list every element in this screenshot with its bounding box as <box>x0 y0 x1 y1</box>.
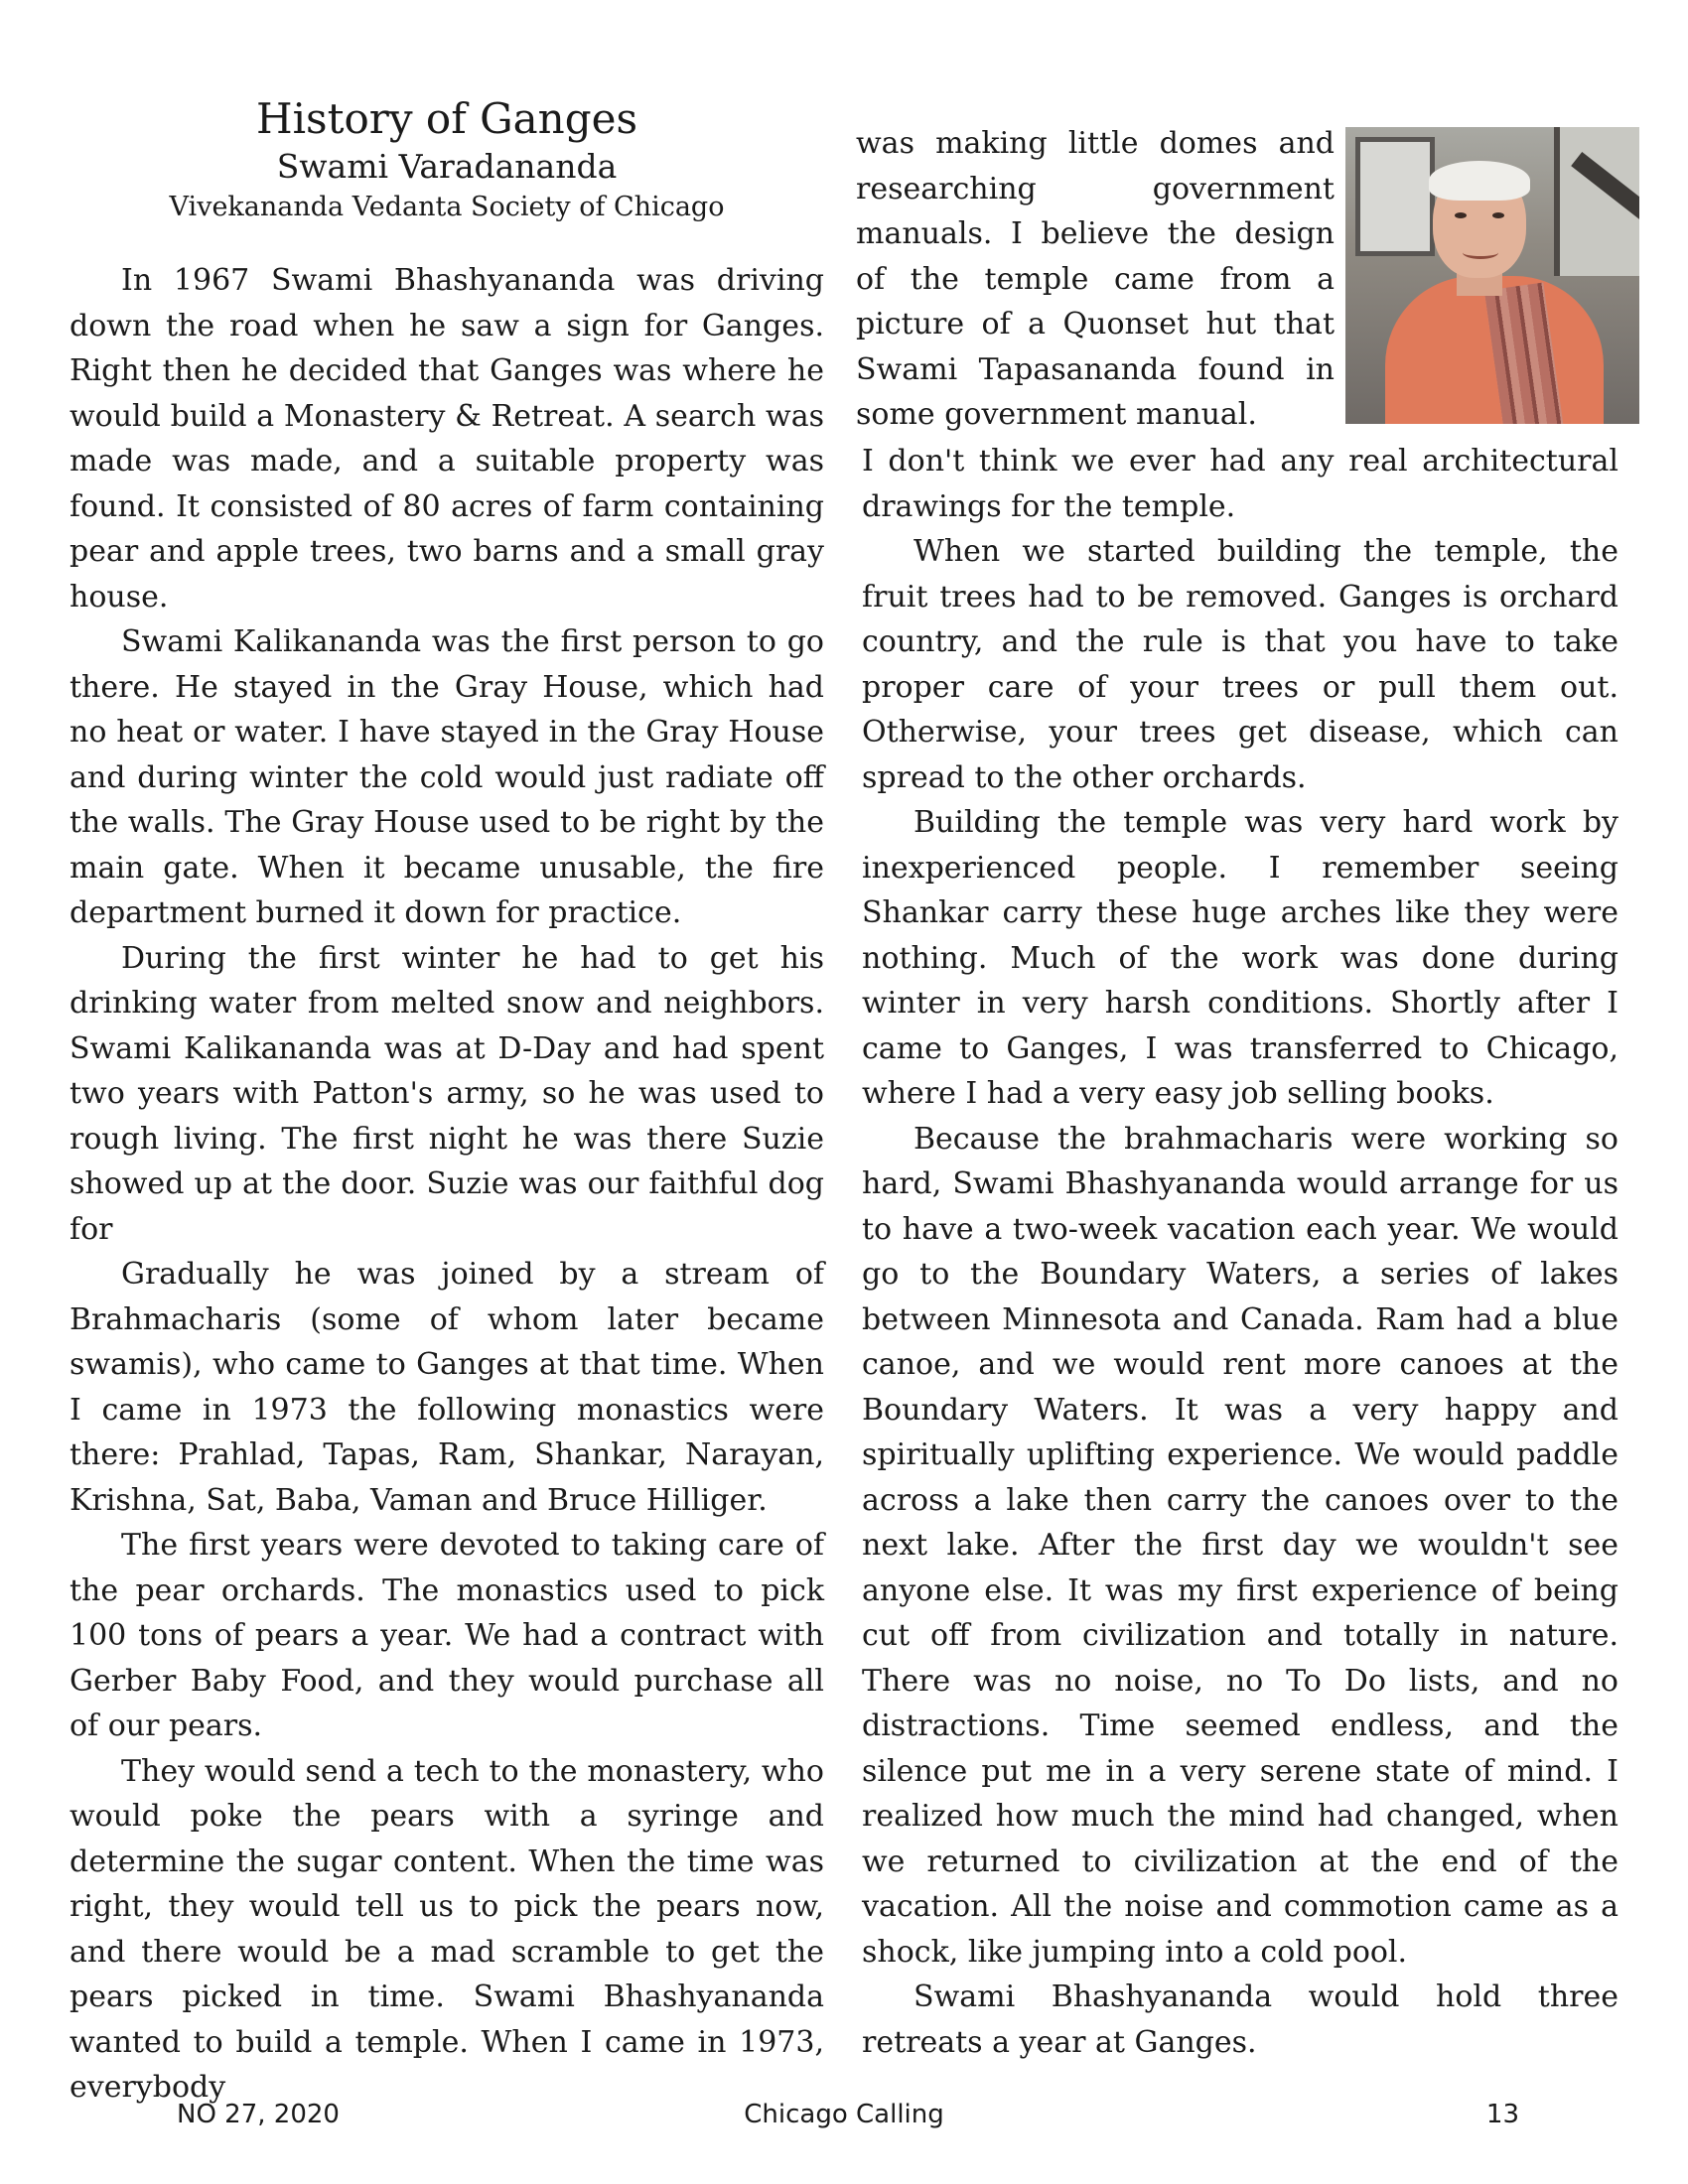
left-column <box>70 258 824 2111</box>
paragraph: Gradually he was joined by a stream of Brahmacharis (some of whom later became swamis), who came to Ganges at that time. When I came in 1973 the following monastics were there: Prahlad, Tapas, Ram, Shankar, Narayan, Krishna, Sat, Baba, Vaman and Bruce Hilliger. <box>70 1257 824 1518</box>
paragraph: I don't think we ever had any real architectural drawings for the temple. <box>862 444 1618 524</box>
article-author: Swami Varadananda <box>276 147 618 186</box>
right-column-top <box>856 121 1335 438</box>
paragraph: Building the temple was very hard work by inexperienced people. I remember seeing Shankar carry these huge arches like they were nothing. Much of the work was done during winter in very harsh conditions. Shortly after I came to Ganges, I was transferred to Chicago, where I had a very easy job selling books. <box>862 805 1618 1111</box>
article-title: History of Ganges <box>255 94 638 143</box>
paragraph: The first years were devoted to taking care of the pear orchards. The monastics used to pick 100 tons of pears a year. We had a contract with Gerber Baby Food, and they would purchase all of our pears. <box>70 1528 824 1743</box>
paragraph: Swami Bhashyananda would hold three retreats a year at Ganges. <box>862 1979 1618 2060</box>
footer-publication: Chicago Calling <box>744 2100 944 2129</box>
article-header <box>70 94 824 225</box>
right-column <box>862 439 1618 2065</box>
paragraph: They would send a tech to the monastery, who would poke the pears with a syringe and determine the sugar content. When the time was right, they would tell us to pick the pears now, and there would be a mad scramble to get the pears picked in time. Swami Bhashyananda wanted to build a temple. When I came in 1973, everybody <box>70 1753 824 2105</box>
paragraph: During the first winter he had to get his drinking water from melted snow and neighbors. Swami Kalikananda was at D-Day and had spent two years with Patton's army, so he was used to rough living. The first night he was there Suzie showed up at the door. Suzie was our faithful dog for <box>70 940 824 1247</box>
paragraph: When we started building the temple, the fruit trees had to be removed. Ganges is orchard country, and the rule is that you have to take proper care of your trees or pull them out. Otherwise, your trees get disease, which can spread to the other orchards. <box>862 534 1618 795</box>
swami-portrait-photo <box>1345 127 1639 424</box>
paragraph-continued: was making little domes and researching government manuals. I believe the design of the temple came from a picture of a Quonset hut that Swami Tapasananda found in some government manual. <box>856 126 1335 432</box>
paragraph: In 1967 Swami Bhashyananda was driving down the road when he saw a sign for Ganges. Right then he decided that Ganges was where he would build a Monastery & Retreat. A search was made was made, and a suitable property was found. It consisted of 80 acres of farm containing pear and apple trees, two barns and a small gray house. <box>70 263 824 614</box>
author-organization: Vivekananda Vedanta Society of Chicago <box>169 192 725 222</box>
footer-page-number: 13 <box>1485 2100 1519 2129</box>
paragraph: Because the brahmacharis were working so hard, Swami Bhashyananda would arrange for us to have a two-week vacation each year. We would go to the Boundary Waters, a series of lakes between Minnesota and Canada. Ram had a blue canoe, and we would rent more canoes at the Boundary Waters. It was a very happy and spiritually uplifting experience. We would paddle across a lake then carry the canoes over to the next lake. After the first day we wouldn't see anyone else. It was my first experience of being cut off from civilization and totally in nature. There was no noise, no To Do lists, and no distractions. Time seemed endless, and the silence put me in a very serene state of mind. I realized how much the mind had changed, when we returned to civilization at the end of the vacation. All the noise and commotion came as a shock, like jumping into a cold pool. <box>862 1121 1618 1970</box>
paragraph: Swami Kalikananda was the first person to go there. He stayed in the Gray House, which had no heat or water. I have stayed in the Gray House and during winter the cold would just radiate off the walls. The Gray House used to be right by the main gate. When it became unusable, the fire department burned it down for practice. <box>70 624 824 930</box>
footer-issue: NO 27, 2020 <box>177 2100 340 2129</box>
